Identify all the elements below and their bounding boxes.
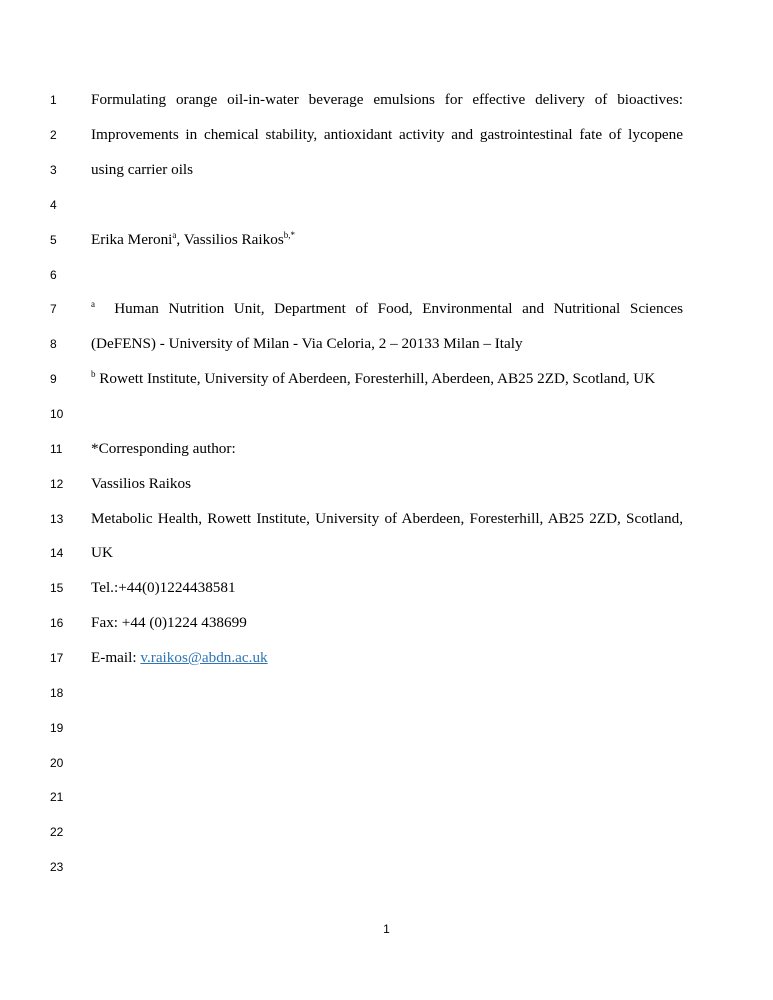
affiliation-marker: a [91,299,95,309]
line-5 [0,229,773,251]
line-10 [0,403,773,425]
affiliation-marker: b [91,369,96,379]
line-number: 2 [50,128,57,142]
line-number: 3 [50,163,57,177]
author-list [91,229,683,251]
line-2 [0,124,773,146]
line-6 [0,264,773,286]
line-19 [0,717,773,739]
line-number: 17 [50,651,64,665]
title-line-3: using carrier oils [91,161,194,178]
line-18 [0,682,773,704]
address-line-2: UK [91,544,113,561]
address-line-1: Metabolic Health, Rowett Institute, University of Aberdeen, Foresterhill, AB25 2ZD, Scotland, [91,510,683,527]
line-number: 16 [50,616,64,630]
affiliation-text: Human Nutrition Unit, Department of Food, Environmental and Nutritional Sciences [114,300,684,317]
corresponding-name: Vassilios Raikos [91,475,191,492]
title-line-2: Improvements in chemical stability, antioxidant activity and gastrointestinal fate of lycopene [91,126,683,143]
author-name: Vassilios Raikos [183,231,284,248]
line-number: 21 [50,790,64,804]
line-14 [0,542,773,564]
line-number: 20 [50,756,64,770]
title-line-1: Formulating orange oil-in-water beverage emulsions for effective delivery of bioactives: [91,91,683,108]
line-number: 12 [50,477,64,491]
line-number: 4 [50,198,57,212]
fax: Fax: +44 (0)1224 438699 [91,614,247,631]
line-17 [0,647,773,669]
line-number: 14 [50,546,64,560]
line-number: 5 [50,233,57,247]
line-number: 15 [50,581,64,595]
line-number: 11 [50,442,63,456]
affiliation-marker: b,* [283,230,295,240]
affiliation-b [91,368,683,390]
author-name: Erika Meroni [91,231,173,248]
affiliation-a-line-2: (DeFENS) - University of Milan - Via Celoria, 2 – 20133 Milan – Italy [91,335,523,352]
line-number: 23 [50,860,64,874]
line-7 [0,298,773,320]
corresponding-heading: *Corresponding author: [91,440,236,457]
line-20 [0,752,773,774]
line-number: 13 [50,512,64,526]
line-number: 1 [50,93,57,107]
telephone: Tel.:+44(0)1224438581 [91,579,236,596]
line-15 [0,577,773,599]
line-16 [0,612,773,634]
affiliation-marker: a [172,230,177,240]
line-21 [0,786,773,808]
affiliation-a-line-1 [91,298,683,320]
line-11 [0,438,773,460]
email-row [91,647,683,669]
affiliation-text: Rowett Institute, University of Aberdeen, Foresterhill, Aberdeen, AB25 2ZD, Scotland, UK [99,370,656,387]
line-number: 9 [50,372,57,386]
line-23 [0,856,773,878]
line-1 [0,89,773,111]
author-separator: , [176,231,184,248]
line-9 [0,368,773,390]
line-number: 8 [50,337,57,351]
line-13 [0,508,773,530]
line-number: 6 [50,268,57,282]
line-12 [0,473,773,495]
line-number: 10 [50,407,64,421]
line-number: 18 [50,686,64,700]
line-3 [0,159,773,181]
line-number: 19 [50,721,64,735]
email-label: E-mail: [91,649,141,666]
line-4 [0,194,773,216]
line-number: 7 [50,302,57,316]
line-22 [0,821,773,843]
email-link[interactable]: v.raikos@abdn.ac.uk [140,649,268,666]
page-number: 1 [383,922,390,936]
line-8 [0,333,773,355]
line-number: 22 [50,825,64,839]
